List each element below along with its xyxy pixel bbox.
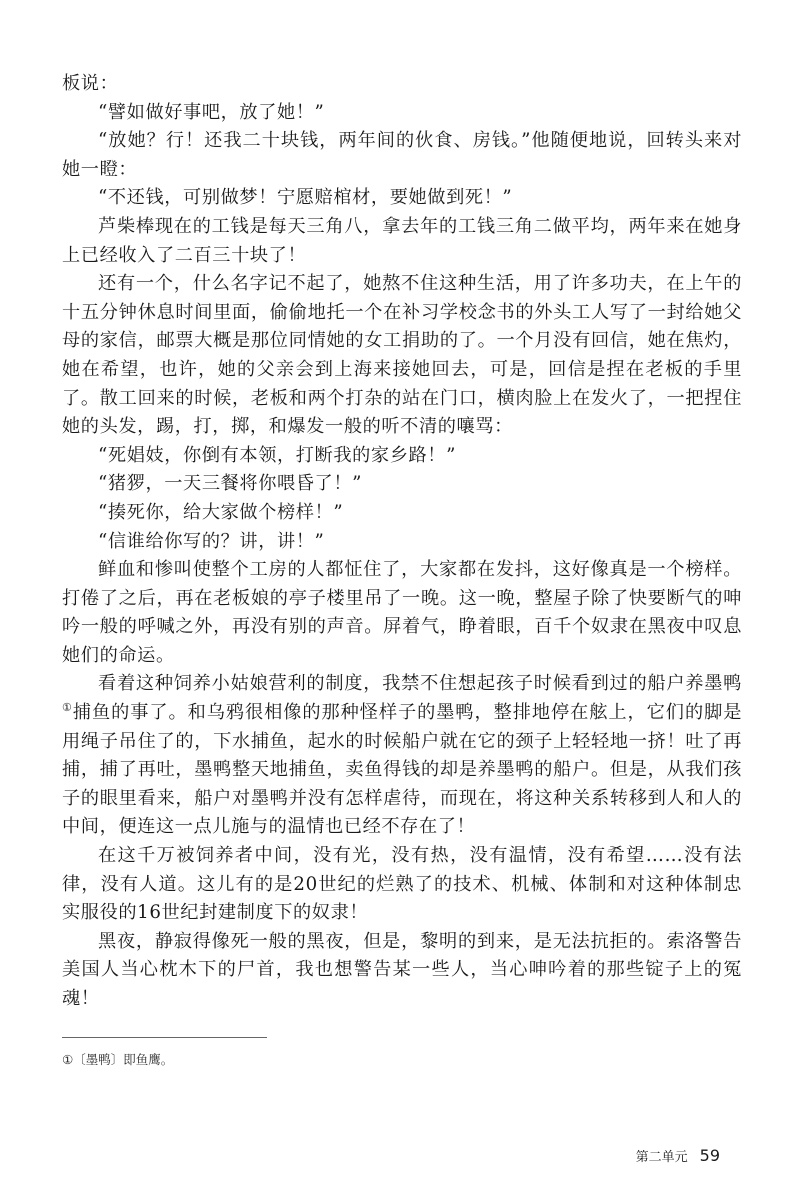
page-body (62, 70, 742, 1014)
paragraph: “放她？行！还我二十块钱，两年间的伙食、房钱。”他随便地说，回转头来对她一瞪： (62, 130, 742, 180)
footnote-reference: ① (62, 701, 73, 714)
paragraph: 还有一个，什么名字记不起了，她熬不住这种生活，用了许多功夫，在上午的十五分钟休息时间里面，偷偷地托一个在补习学校念书的外头工人写了一封给她父母的家信，邮票大概是那位同情她的女工捐助的了。一个月没有回信，她在焦灼，她在希望，也许，她的父亲会到上海来接她回去，可是，回信是捏在老板的手里了。散工回来的时候，老板和两个打杂的站在门口，横肉脸上在发火了，一把捏住她的头发，踢，打，掷，和爆发一般的听不清的嚷骂： (62, 273, 742, 438)
paragraph: “揍死你，给大家做个榜样！” (98, 501, 344, 523)
paragraph: 芦柴棒现在的工钱是每天三角八，拿去年的工钱三角二做平均，两年来在她身上已经收入了二百三十块了！ (62, 215, 742, 266)
paragraph-text: 看着这种饲养小姑娘营利的制度，我禁不住想起孩子时候看到过的船户养墨鸭 (98, 673, 742, 695)
footnote-divider (62, 1037, 267, 1038)
paragraph-with-footnote (62, 670, 742, 842)
paragraph: 在这千万被饲养者中间，没有光，没有热，没有温情，没有希望……没有法律，没有人道。这儿有的是20世纪的烂熟了的技术、机械、体制和对这种体制忠实服役的16世纪封建制度下的奴隶！ (62, 845, 742, 924)
paragraph: 黑夜，静寂得像死一般的黑夜，但是，黎明的到来，是无法抗拒的。索洛警告美国人当心枕木下的尸首，我也想警告某一些人，当心呻吟着的那些锭子上的冤魂！ (62, 930, 742, 1009)
paragraph: “死娼妓，你倒有本领，打断我的家乡路！” (98, 444, 456, 466)
paragraph: 板说： (62, 73, 119, 94)
footnote: ①〔墨鸭〕即鱼鹰。 (62, 1052, 174, 1067)
unit-label: 第二单元 (635, 1150, 688, 1165)
paragraph: 鲜血和惨叫使整个工房的人都怔住了，大家都在发抖，这好像真是一个榜样。打倦了之后，再在老板娘的亭子楼里吊了一晚。这一晚，整屋子除了快要断气的呻吟一般的呼喊之外，再没有别的声音。屏着气，睁着眼，百千个奴隶在黑夜中叹息她们的命运。 (62, 559, 742, 666)
paragraph: “猪猡，一天三餐将你喂昏了！” (98, 473, 363, 495)
paragraph-text: 捕鱼的事了。和乌鸦很相像的那种怪样子的墨鸭，整排地停在舷上，它们的脚是用绳子吊住了的，下水捕鱼，起水的时候船户就在它的颈子上轻轻地一挤！吐了再捕，捕了再吐，墨鸭整天地捕鱼，卖鱼得钱的却是养墨鸭的船户。但是，从我们孩子的眼里看来，船户对墨鸭并没有怎样虐待，而现在，将这种关系转移到人和人的中间，便连这一点儿施与的温情也已经不存在了！ (62, 702, 742, 838)
paragraph: “信谁给你写的？讲，讲！” (98, 530, 325, 552)
paragraph: “譬如做好事吧，放了她！” (98, 101, 325, 123)
page-footer (636, 1146, 720, 1165)
page-number: 59 (699, 1146, 720, 1165)
paragraph: “不还钱，可别做梦！宁愿赔棺材，要她做到死！” (98, 187, 513, 209)
